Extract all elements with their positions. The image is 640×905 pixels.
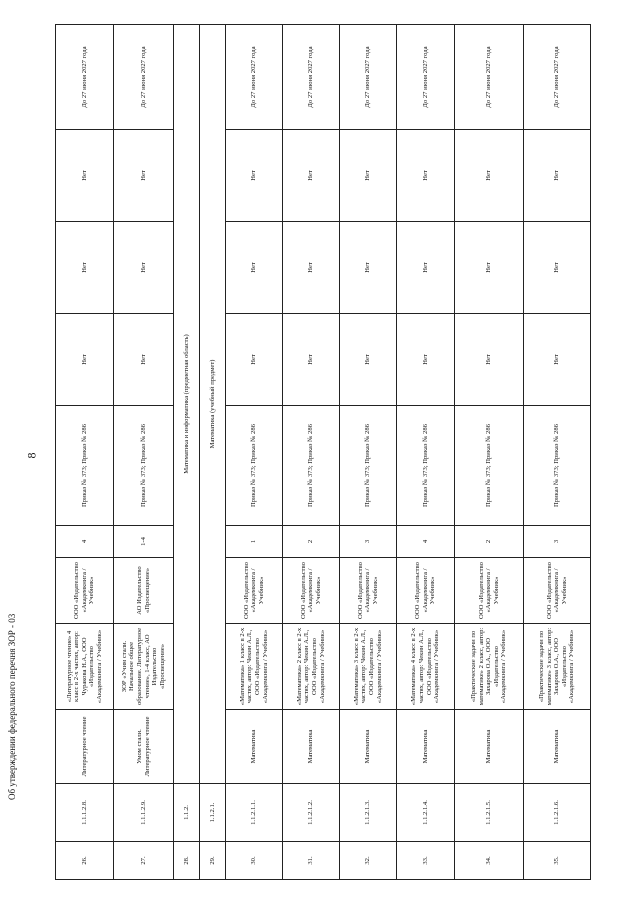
row-code: 1.1.2.1.2. bbox=[283, 784, 340, 842]
row-subject: Математика bbox=[340, 710, 397, 784]
table-row bbox=[340, 25, 397, 880]
row-number: 27. bbox=[114, 842, 174, 880]
row-grade: 3 bbox=[340, 526, 397, 558]
row-code: 1.1.1.2.8. bbox=[56, 784, 114, 842]
row-subject: Математика bbox=[226, 710, 283, 784]
row-order: Приказ № 373; Приказ № 286 bbox=[114, 406, 174, 526]
row-code: 1.1.2.1.5. bbox=[455, 784, 524, 842]
textbook-list-table bbox=[55, 24, 591, 880]
row-deadline: До 27 июня 2027 года bbox=[226, 25, 283, 130]
row-col-1: Нет bbox=[56, 314, 114, 406]
table-row bbox=[455, 25, 524, 880]
document-footer: Об утверждении федерального перечня ЗОР - 03 bbox=[7, 613, 17, 800]
row-col-3: Нет bbox=[524, 130, 591, 222]
row-deadline: До 27 июня 2027 года bbox=[340, 25, 397, 130]
section-title: Математика и информатика (предметная область) bbox=[174, 25, 200, 784]
row-col-1: Нет bbox=[397, 314, 455, 406]
row-code: 1.1.2.1.3. bbox=[340, 784, 397, 842]
row-number: 29. bbox=[200, 842, 226, 880]
row-subject: Математика bbox=[397, 710, 455, 784]
row-col-2: Нет bbox=[114, 222, 174, 314]
row-col-2: Нет bbox=[397, 222, 455, 314]
row-deadline: До 27 июня 2027 года bbox=[397, 25, 455, 130]
row-col-1: Нет bbox=[283, 314, 340, 406]
row-number: 26. bbox=[56, 842, 114, 880]
row-deadline: До 27 июня 2027 года bbox=[56, 25, 114, 130]
row-title: «Практические задачи по математике» 2 класс, автор: Захарова О.А., ООО «Издательство «Академкнига / Учебник» bbox=[455, 624, 524, 710]
row-publisher: ООО «Издательство «Академкнига / Учебник» bbox=[226, 558, 283, 624]
row-title: «Математика» 2 класс в 2-х частях, автор: Чекин А.Л., ООО «Издательство «Академкнига / Учебник» bbox=[283, 624, 340, 710]
row-title: «Практические задачи по математике» 3 класс, автор: Захарова О.А., ООО «Издательство «Академкнига / Учебник» bbox=[524, 624, 591, 710]
row-col-1: Нет bbox=[455, 314, 524, 406]
row-col-2: Нет bbox=[226, 222, 283, 314]
section-row bbox=[174, 25, 200, 880]
row-order: Приказ № 373; Приказ № 286 bbox=[524, 406, 591, 526]
row-grade: 4 bbox=[56, 526, 114, 558]
row-grade: 1-4 bbox=[114, 526, 174, 558]
row-code: 1.1.2. bbox=[174, 784, 200, 842]
row-col-1: Нет bbox=[226, 314, 283, 406]
row-publisher: ООО «Издательство «Академкнига / Учебник» bbox=[397, 558, 455, 624]
row-grade: 2 bbox=[283, 526, 340, 558]
row-title: «Математика» 4 класс в 2-х частях, автор: Чекин А.Л., ООО «Издательство «Академкнига / Учебник» bbox=[397, 624, 455, 710]
row-order: Приказ № 373; Приказ № 286 bbox=[56, 406, 114, 526]
row-col-3: Нет bbox=[114, 130, 174, 222]
row-col-3: Нет bbox=[397, 130, 455, 222]
row-col-2: Нет bbox=[340, 222, 397, 314]
row-code: 1.1.2.1.6. bbox=[524, 784, 591, 842]
row-grade: 3 bbox=[524, 526, 591, 558]
row-col-2: Нет bbox=[283, 222, 340, 314]
row-title: «Математика» 3 класс в 2-х частях, автор: Чекин А.Л., ООО «Издательство «Академкнига / Учебник» bbox=[340, 624, 397, 710]
row-number: 31. bbox=[283, 842, 340, 880]
row-col-1: Нет bbox=[340, 314, 397, 406]
row-col-2: Нет bbox=[524, 222, 591, 314]
row-deadline: До 27 июня 2027 года bbox=[114, 25, 174, 130]
table-row bbox=[283, 25, 340, 880]
section-row bbox=[200, 25, 226, 880]
row-number: 30. bbox=[226, 842, 283, 880]
row-code: 1.1.2.1.1. bbox=[226, 784, 283, 842]
row-order: Приказ № 373; Приказ № 286 bbox=[283, 406, 340, 526]
table-body bbox=[56, 25, 591, 880]
row-deadline: До 27 июня 2027 года bbox=[283, 25, 340, 130]
row-subject: Литературное чтение bbox=[56, 710, 114, 784]
row-col-2: Нет bbox=[56, 222, 114, 314]
table-row bbox=[114, 25, 174, 880]
row-deadline: До 27 июня 2027 года bbox=[455, 25, 524, 130]
table-row bbox=[56, 25, 114, 880]
row-order: Приказ № 373; Приказ № 286 bbox=[455, 406, 524, 526]
rotated-table-frame bbox=[55, 25, 590, 880]
row-order: Приказ № 373; Приказ № 286 bbox=[226, 406, 283, 526]
row-publisher: ООО «Издательство «Академкнига / Учебник» bbox=[283, 558, 340, 624]
table-row bbox=[226, 25, 283, 880]
row-order: Приказ № 373; Приказ № 286 bbox=[397, 406, 455, 526]
row-publisher: АО Издательство «Просвещение» bbox=[114, 558, 174, 624]
section-title: Математика (учебный предмет) bbox=[200, 25, 226, 784]
row-publisher: ООО «Издательство «Академкнига / Учебник» bbox=[524, 558, 591, 624]
row-subject: Математика bbox=[283, 710, 340, 784]
page-number: 8 bbox=[24, 452, 39, 459]
row-grade: 2 bbox=[455, 526, 524, 558]
row-col-3: Нет bbox=[455, 130, 524, 222]
row-deadline: До 27 июня 2027 года bbox=[524, 25, 591, 130]
row-grade: 4 bbox=[397, 526, 455, 558]
row-col-3: Нет bbox=[56, 130, 114, 222]
row-col-3: Нет bbox=[283, 130, 340, 222]
table-row bbox=[397, 25, 455, 880]
row-title: «Литературное чтение» 4 класс в 2-х частях, автор: Чуракова Н.А., ООО «Издательство «Академкнига / Учебник» bbox=[56, 624, 114, 710]
row-number: 35. bbox=[524, 842, 591, 880]
row-code: 1.1.2.1.4. bbox=[397, 784, 455, 842]
row-order: Приказ № 373; Приказ № 286 bbox=[340, 406, 397, 526]
row-col-2: Нет bbox=[455, 222, 524, 314]
row-publisher: ООО «Издательство «Академкнига / Учебник» bbox=[56, 558, 114, 624]
row-publisher: ООО «Издательство «Академкнига / Учебник» bbox=[455, 558, 524, 624]
row-subject: Математика bbox=[524, 710, 591, 784]
row-subject: Умом стали. Литературное чтение bbox=[114, 710, 174, 784]
row-code: 1.1.1.2.9. bbox=[114, 784, 174, 842]
row-col-3: Нет bbox=[226, 130, 283, 222]
row-number: 33. bbox=[397, 842, 455, 880]
row-col-3: Нет bbox=[340, 130, 397, 222]
row-col-1: Нет bbox=[524, 314, 591, 406]
row-subject: Математика bbox=[455, 710, 524, 784]
row-publisher: ООО «Издательство «Академкнига / Учебник» bbox=[340, 558, 397, 624]
row-number: 28. bbox=[174, 842, 200, 880]
row-code: 1.1.2.1. bbox=[200, 784, 226, 842]
row-col-1: Нет bbox=[114, 314, 174, 406]
row-grade: 1 bbox=[226, 526, 283, 558]
row-number: 32. bbox=[340, 842, 397, 880]
table-row bbox=[524, 25, 591, 880]
row-title: ЗОР «Учим стали. Начальное общее образование. Литературное чтение», 1-4 класс, АО Издательство «Просвещение» bbox=[114, 624, 174, 710]
row-number: 34. bbox=[455, 842, 524, 880]
row-title: «Математика» 1 класс в 2-х частях, автор: Чекин А.Л., ООО «Издательство «Академкнига / Учебник» bbox=[226, 624, 283, 710]
